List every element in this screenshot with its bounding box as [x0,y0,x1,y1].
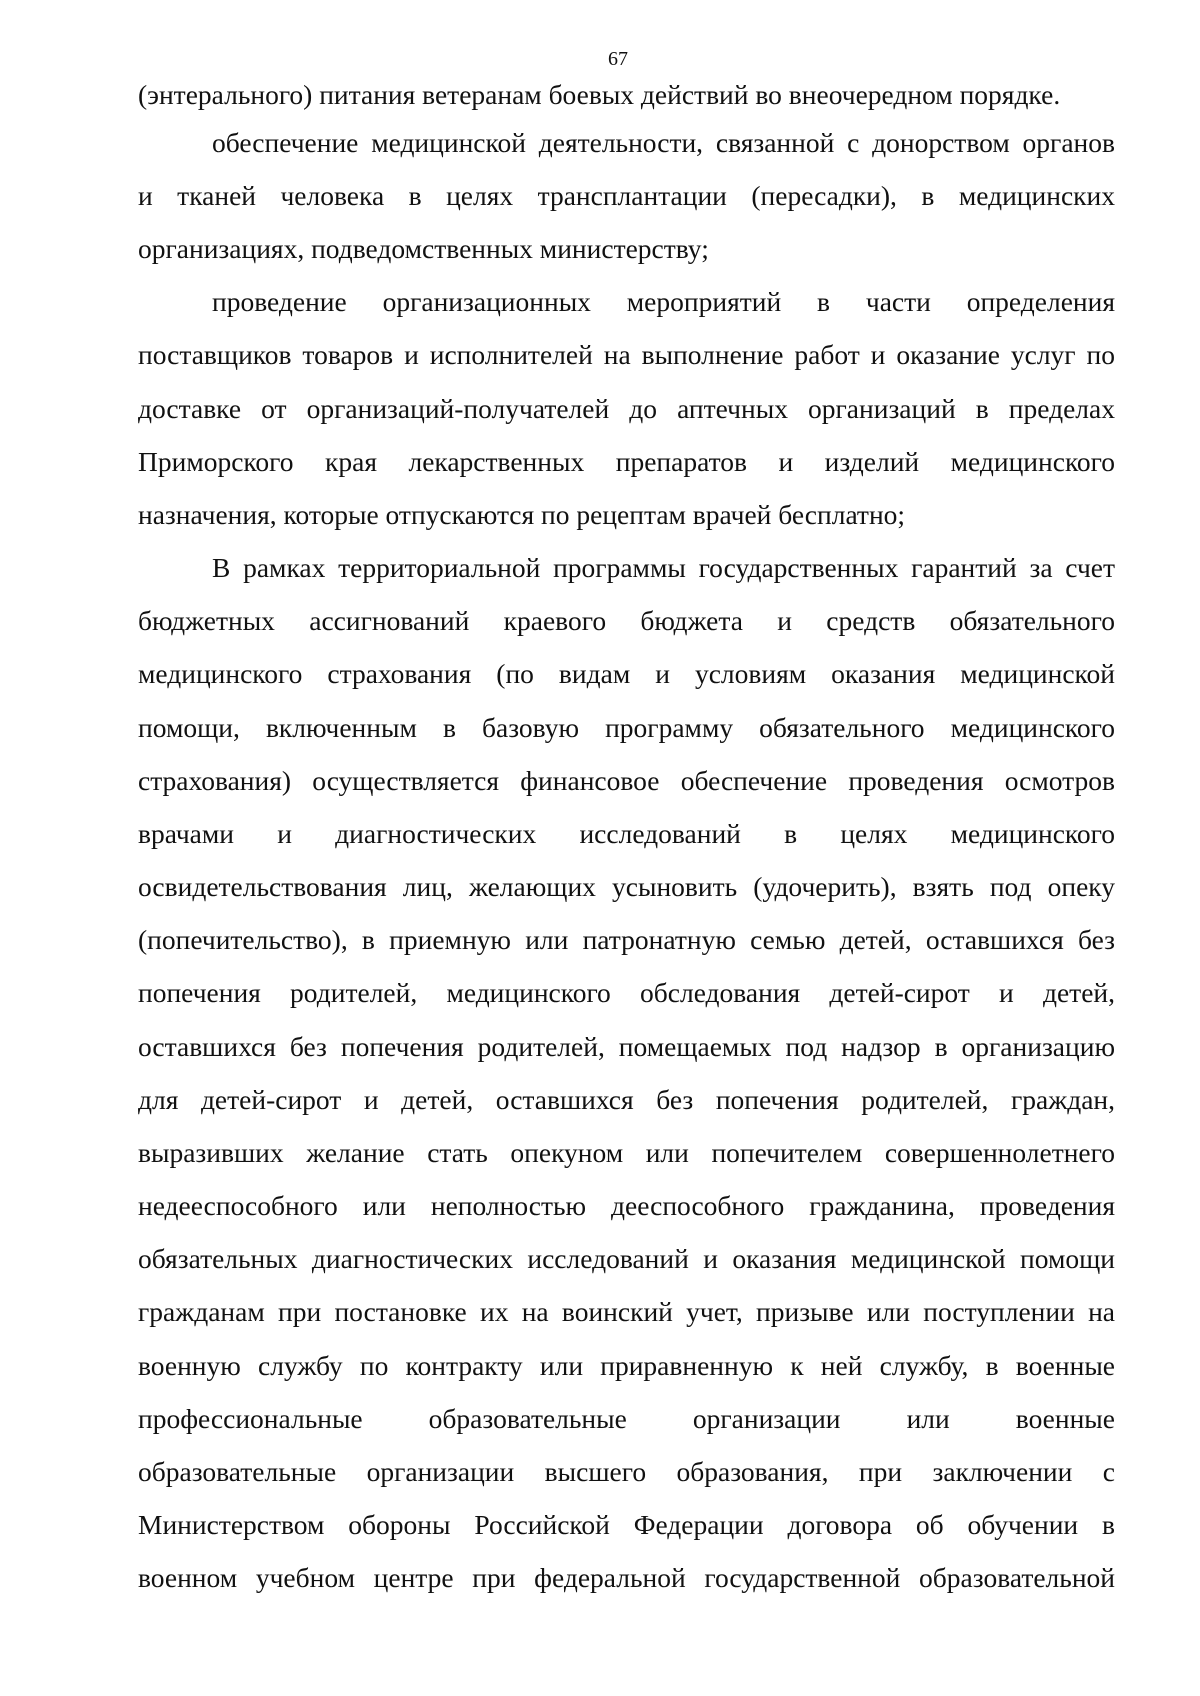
paragraph-line: освидетельствования лиц, желающих усыновить (удочерить), взять под опеку [138,871,1115,902]
paragraph-line: попечения родителей, медицинского обследования детей-сирот и детей, [138,977,1115,1008]
paragraph-line: образовательные организации высшего образования, при заключении с [138,1456,1115,1487]
paragraph-line: профессиональные образовательные организации или военные [138,1403,1115,1434]
paragraph-line: гражданам при постановке их на воинский учет, призыве или поступлении на [138,1296,1115,1327]
paragraph-line: обеспечение медицинской деятельности, связанной с донорством органов [212,127,1115,158]
paragraph-line: доставке от организаций-получателей до аптечных организаций в пределах [138,393,1115,424]
paragraph-line: Приморского края лекарственных препаратов и изделий медицинского [138,446,1115,477]
paragraph-line: обязательных диагностических исследований и оказания медицинской помощи [138,1243,1115,1274]
paragraph-line: назначения, которые отпускаются по рецептам врачей бесплатно; [138,499,906,530]
paragraph-line: медицинского страхования (по видам и условиям оказания медицинской [138,658,1115,689]
paragraph-line: выразивших желание стать опекуном или попечителем совершеннолетнего [138,1137,1115,1168]
paragraph-line: военном учебном центре при федеральной государственной образовательной [138,1562,1115,1593]
paragraph-line: В рамках территориальной программы государственных гарантий за счет [212,552,1115,583]
paragraph-line: страхования) осуществляется финансовое обеспечение проведения осмотров [138,765,1115,796]
page-number: 67 [608,48,628,70]
paragraph-line: оставшихся без попечения родителей, помещаемых под надзор в организацию [138,1031,1115,1062]
paragraph-line: врачами и диагностических исследований в целях медицинского [138,818,1115,849]
paragraph-line: военную службу по контракту или приравненную к ней службу, в военные [138,1350,1115,1381]
paragraph-line: поставщиков товаров и исполнителей на выполнение работ и оказание услуг по [138,339,1115,370]
paragraph-line: бюджетных ассигнований краевого бюджета и средств обязательного [138,605,1115,636]
paragraph-line: организациях, подведомственных министерству; [138,233,709,264]
paragraph-line: проведение организационных мероприятий в части определения [212,286,1115,317]
paragraph-line: и тканей человека в целях трансплантации (пересадки), в медицинских [138,180,1115,211]
paragraph-line: (попечительство), в приемную или патронатную семью детей, оставшихся без [138,924,1115,955]
paragraph-line: Министерством обороны Российской Федерации договора об обучении в [138,1509,1115,1540]
paragraph-line: для детей-сирот и детей, оставшихся без попечения родителей, граждан, [138,1084,1115,1115]
paragraph-line: помощи, включенным в базовую программу обязательного медицинского [138,712,1115,743]
paragraph-line: (энтерального) питания ветеранам боевых действий во внеочередном порядке. [138,79,1061,110]
paragraph-line: недееспособного или неполностью дееспособного гражданина, проведения [138,1190,1115,1221]
